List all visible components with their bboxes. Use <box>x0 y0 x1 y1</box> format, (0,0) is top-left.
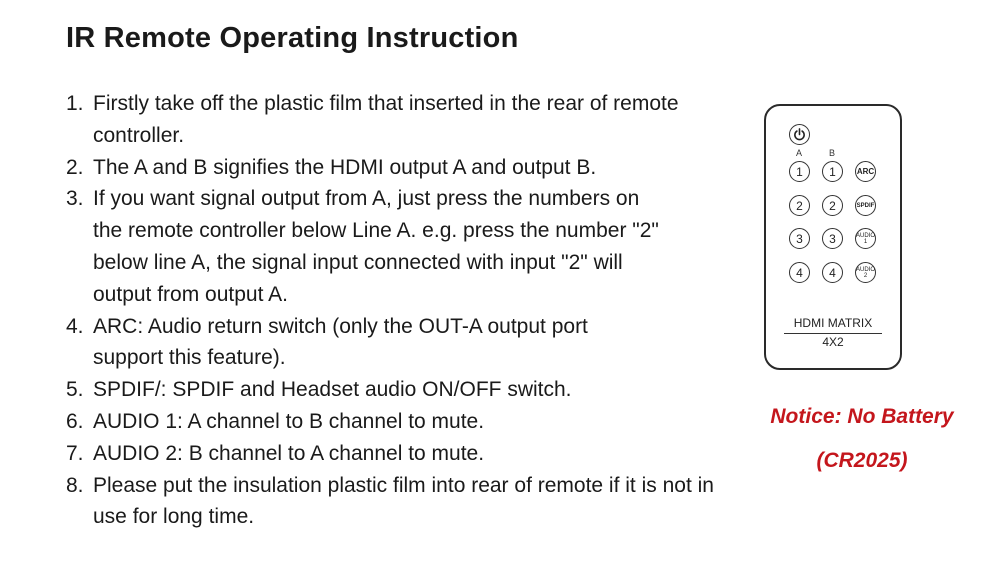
step-number: 7. <box>66 441 84 465</box>
step-number: 1. <box>66 92 84 115</box>
audio-2-number: 2 <box>863 272 868 279</box>
button-b-1: 1 <box>822 161 843 182</box>
list-item <box>66 406 716 438</box>
remote-brand-label: HDMI MATRIX <box>793 316 873 330</box>
audio-1-label: AUDIO <box>856 232 876 239</box>
list-item <box>66 183 716 310</box>
column-label-b: B <box>829 148 836 158</box>
list-item <box>66 152 716 184</box>
button-b-3: 3 <box>822 228 843 249</box>
step-text: AUDIO 2: B channel to A channel to mute. <box>93 441 485 465</box>
audio-1-number: 1 <box>863 238 868 245</box>
step-number: 6. <box>66 409 84 433</box>
button-a-4: 4 <box>789 262 810 283</box>
list-item <box>66 470 716 534</box>
audio-2-button <box>855 262 876 283</box>
list-item <box>66 88 716 152</box>
list-item <box>66 438 716 470</box>
brand-divider <box>784 333 882 334</box>
audio-1-button <box>855 228 876 249</box>
step-number: 8. <box>66 473 84 497</box>
step-text: Firstly take off the plastic film that inserted in the rear of remote controller. <box>93 92 679 147</box>
spdif-label: SPDIF <box>856 202 875 209</box>
step-text: SPDIF/: SPDIF and Headset audio ON/OFF switch. <box>93 378 572 402</box>
instruction-list <box>66 88 716 533</box>
step-text: The A and B signifies the HDMI output A and output B. <box>93 155 597 179</box>
power-button <box>789 124 810 145</box>
arc-button: ARC <box>855 161 876 182</box>
step-text: If you want signal output from A, just press the numbers on the remote controller below Line A. e.g. press the number "2" below line A, the signal input connected with input "2" will output from output A. <box>93 187 659 306</box>
audio-2-label: AUDIO <box>856 266 876 273</box>
notice-battery: Notice: No Battery <box>770 405 954 428</box>
button-a-2: 2 <box>789 195 810 216</box>
step-text: Please put the insulation plastic film into rear of remote if it is not in use for long time. <box>93 473 714 529</box>
remote-control-illustration <box>764 104 902 370</box>
button-b-4: 4 <box>822 262 843 283</box>
step-number: 4. <box>66 314 84 338</box>
spdif-button <box>855 195 876 216</box>
button-a-3: 3 <box>789 228 810 249</box>
step-number: 2. <box>66 155 84 179</box>
step-text: AUDIO 1: A channel to B channel to mute. <box>93 409 485 433</box>
step-number: 3. <box>66 187 84 211</box>
step-text: ARC: Audio return switch (only the OUT-A output port support this feature). <box>93 314 588 370</box>
power-icon <box>793 128 806 141</box>
remote-model-label: 4X2 <box>822 335 844 349</box>
button-a-1: 1 <box>789 161 810 182</box>
notice-battery-model: (CR2025) <box>816 449 908 472</box>
column-label-a: A <box>796 148 803 158</box>
button-b-2: 2 <box>822 195 843 216</box>
list-item <box>66 311 716 375</box>
list-item <box>66 374 716 406</box>
step-number: 5. <box>66 378 84 402</box>
page-title: IR Remote Operating Instruction <box>66 22 519 54</box>
